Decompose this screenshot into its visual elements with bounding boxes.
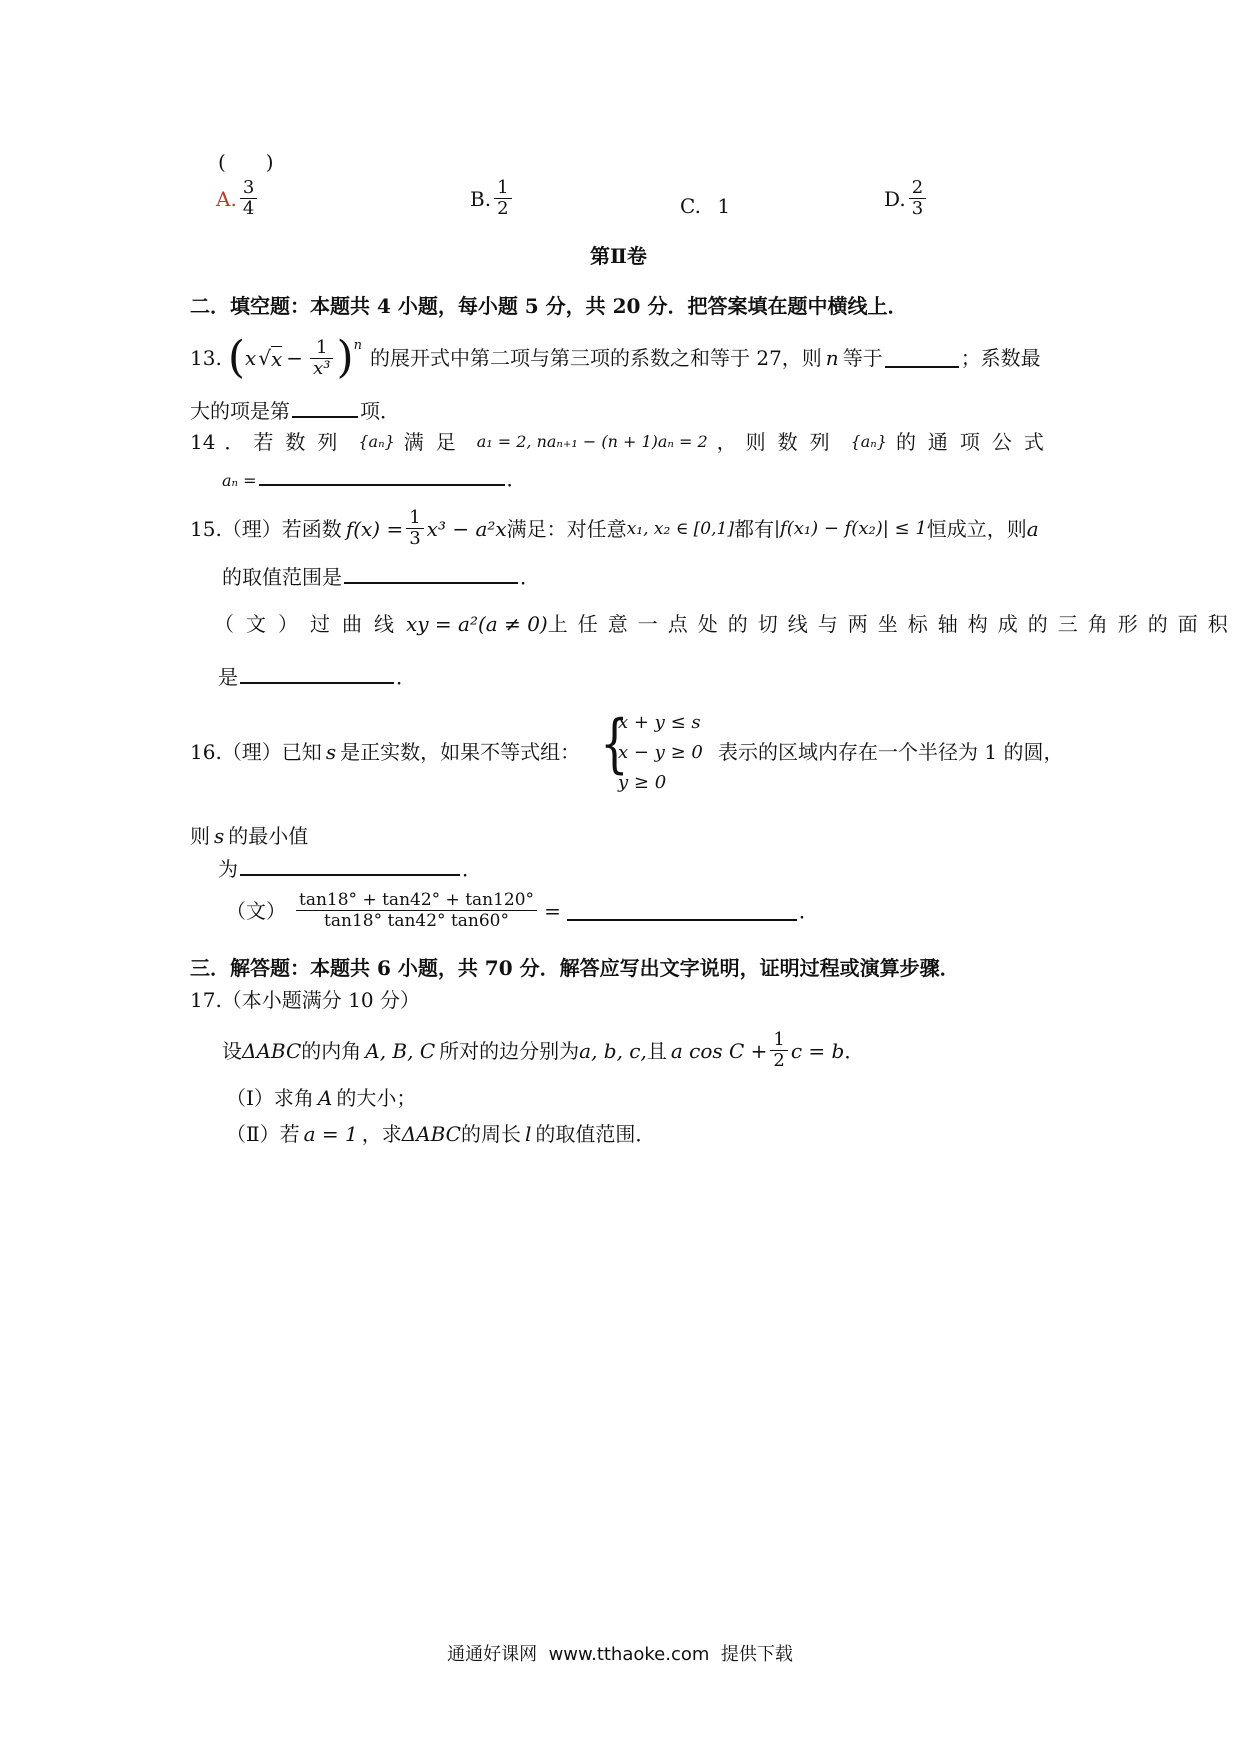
- q15-t1: 满足：对任意: [506, 516, 627, 541]
- q17-p2-c: 的周长: [460, 1122, 521, 1146]
- left-brace-icon: {: [600, 707, 629, 781]
- q15-wen-line2: [218, 664, 416, 689]
- page-footer: 通通好课网 www.tthaoke.com 提供下载: [447, 1644, 793, 1665]
- q13-blank-2[interactable]: [292, 398, 358, 418]
- q14-number: 14: [190, 430, 216, 454]
- q12-option-c: [680, 194, 730, 218]
- q16-t1: 是正实数，如果不等式组：: [340, 740, 581, 764]
- q16-li: （理）已知: [221, 740, 322, 764]
- option-b-den: 2: [497, 198, 509, 219]
- option-d-den: 3: [911, 198, 924, 219]
- q13-den: x³: [313, 357, 331, 379]
- q13-expr-x: x: [244, 346, 257, 370]
- q16-line4: [218, 856, 482, 881]
- q12-paren: ( ): [218, 150, 274, 174]
- q16-var-s2: s: [214, 824, 225, 848]
- q17-p1-a: （Ⅰ）求角: [226, 1086, 314, 1110]
- q16-wen-end: ．: [798, 898, 819, 923]
- q16-wen-den: tan18° tan42° tan60°: [324, 911, 509, 931]
- q14-t4: 则数列: [745, 430, 842, 454]
- q14-line1: [190, 430, 1056, 454]
- q16-wen-line: [226, 890, 819, 931]
- q16-wen-eq: =: [544, 898, 561, 923]
- q17-p2-tri: ΔABC: [401, 1122, 461, 1146]
- q14-t2: 满足: [403, 430, 468, 454]
- q17-sides: a, b, c,: [579, 1038, 647, 1063]
- q15-ineq: |f(x₁) − f(x₂)| ≤ 1: [773, 517, 927, 539]
- q17-p1-var: A: [317, 1086, 333, 1110]
- q14-line2: [222, 466, 527, 493]
- q15-cond: x₁, x₂ ∈ [0,1]: [626, 518, 734, 539]
- q15-wen: （文）过曲线: [214, 612, 406, 636]
- option-c-letter: C.: [680, 194, 701, 218]
- q16-line3: [190, 824, 308, 848]
- q16-sys-2: x − y ≥ 0: [618, 742, 703, 763]
- q17-p1-b: 的大小；: [336, 1086, 417, 1110]
- q16-wen: （文）: [226, 898, 286, 923]
- q17-p2-a: （Ⅱ）若: [226, 1122, 300, 1146]
- q15-wen-text: 上任意一点处的切线与两坐标轴构成的三角形的面积: [547, 612, 1238, 636]
- q16-line1: [190, 740, 580, 764]
- q15-fraction: [406, 508, 423, 549]
- q14-dot: ．: [224, 430, 245, 454]
- q13-paren-right: ): [336, 332, 354, 383]
- q14-blank[interactable]: [259, 466, 505, 486]
- q17-p2-b: ，求: [361, 1122, 402, 1146]
- section2-heading: 二．填空题：本题共 4 小题，每小题 5 分，共 20 分．把答案填在题中横线上．: [190, 294, 908, 318]
- option-b-num: 1: [497, 177, 509, 198]
- option-b-fraction: [494, 178, 511, 219]
- option-a-fraction: [240, 178, 257, 219]
- q17-stem: [222, 1030, 864, 1071]
- q15-t2: 都有: [733, 516, 774, 541]
- q15-t3: 恒成立，则: [926, 516, 1027, 541]
- sqrt-icon: √: [258, 346, 272, 370]
- q13-num: 1: [316, 336, 328, 358]
- q12-option-b: [470, 178, 515, 219]
- q13-text3: ；系数最: [960, 346, 1041, 370]
- q15-line1: [190, 508, 1039, 549]
- q15-blank[interactable]: [344, 564, 518, 584]
- q16-system: [618, 708, 703, 798]
- q13-paren-left: (: [227, 332, 245, 383]
- q17-p2-cond: a = 1: [303, 1122, 358, 1146]
- q17-den: 2: [773, 1050, 785, 1071]
- q16-t5: 为: [218, 857, 238, 881]
- q17-eq2: c = b: [790, 1038, 845, 1063]
- q13-blank-1[interactable]: [885, 348, 959, 368]
- q17-part2: [226, 1122, 655, 1146]
- q16-number: 16.: [190, 740, 222, 764]
- q14-an: aₙ =: [222, 471, 257, 490]
- q17-eq1: a cos C +: [670, 1038, 768, 1063]
- q15-fx-rest: x³ − a²x: [426, 516, 507, 541]
- option-c-value: 1: [717, 194, 731, 218]
- q12-option-d: [884, 178, 929, 219]
- q14-seq: {aₙ}: [358, 432, 395, 451]
- q13-text4: 大的项是第: [190, 399, 290, 423]
- q15-li: （理）若函数: [221, 516, 342, 541]
- q17-number: 17.（本小题满分 10 分）: [190, 988, 420, 1012]
- option-d-num: 2: [911, 177, 924, 198]
- q14-t1: 若数列: [253, 430, 350, 454]
- q15-line2: [222, 564, 540, 589]
- option-a-letter: A.: [216, 186, 237, 211]
- q15-den: 3: [409, 528, 421, 549]
- q16-wen-num: tan18° + tan42° + tan120°: [299, 890, 535, 910]
- q17-tri: ΔABC: [242, 1038, 302, 1063]
- q14-cond: a₁ = 2, naₙ₊₁ − (n + 1)aₙ = 2: [476, 432, 708, 451]
- option-d-letter: D.: [884, 186, 906, 211]
- q15-curve: xy = a²(a ≠ 0): [406, 612, 548, 636]
- q17-p2-d: 的取值范围．: [535, 1122, 656, 1146]
- q16-sys-3: y ≥ 0: [618, 772, 667, 793]
- q13-expr-sqrt: x: [271, 346, 283, 371]
- q16-t4: 的最小值: [228, 824, 309, 848]
- q13-expr-minus: −: [286, 346, 304, 370]
- q17-t1: 设: [222, 1038, 242, 1063]
- q17-num: 1: [773, 1029, 785, 1050]
- q12-option-a: [216, 178, 260, 219]
- q17-t3: 所对的边分别为: [439, 1038, 580, 1063]
- q13-fraction: [310, 338, 333, 379]
- q16-t2: 表示的区域内存在一个半径为 1 的圆，: [718, 740, 1064, 764]
- q17-angles: A, B, C: [365, 1038, 436, 1063]
- q15-wen-blank[interactable]: [240, 664, 394, 684]
- q13-line1: [190, 332, 1041, 383]
- q17-t4: 且: [646, 1038, 667, 1063]
- q15-wen-end: ．: [396, 665, 416, 689]
- q15-t4: 的取值范围是: [222, 565, 342, 589]
- option-b-letter: B.: [470, 186, 492, 211]
- part2-title: 第Ⅱ卷: [590, 244, 647, 268]
- q15-fx: f(x) =: [345, 516, 404, 541]
- q13-line2: [190, 398, 400, 423]
- q17-p2-var: l: [524, 1122, 532, 1146]
- q15-var-a: a: [1026, 516, 1039, 541]
- q15-number: 15.: [190, 516, 222, 541]
- q14-t3: ，: [716, 430, 737, 454]
- option-a-num: 3: [242, 177, 255, 198]
- q15-end: ．: [520, 565, 540, 589]
- q17-t5: ．: [844, 1038, 865, 1063]
- q16-var-s: s: [325, 740, 337, 764]
- q16-t3: 则: [190, 824, 210, 848]
- option-d-fraction: [909, 178, 926, 219]
- q17-fraction: [770, 1030, 787, 1071]
- option-a-den: 4: [242, 198, 255, 219]
- q16-end: ．: [462, 857, 482, 881]
- q15-wen-shi: 是: [218, 665, 238, 689]
- q17-part1: [226, 1086, 416, 1110]
- q17-t2: 的内角: [301, 1038, 362, 1063]
- q15-num: 1: [409, 507, 421, 528]
- q14-end: ．: [506, 467, 527, 491]
- q14-seq2: {aₙ}: [850, 432, 887, 451]
- q14-t5: 的通项公式: [895, 430, 1056, 454]
- q13-text5: 项．: [360, 399, 400, 423]
- q13-text2: 等于: [842, 346, 883, 370]
- q13-power: n: [353, 338, 362, 353]
- q13-var-n: n: [825, 346, 839, 370]
- q16-sys-1: x + y ≤ s: [618, 712, 701, 733]
- q13-text1: 的展开式中第二项与第三项的系数之和等于 27，则: [369, 346, 822, 370]
- q16-wen-fraction: [296, 890, 537, 931]
- q15-wen-line1: [214, 612, 1238, 636]
- q16-blank[interactable]: [240, 856, 460, 876]
- section3-heading: 三．解答题：本题共 6 小题，共 70 分．解答应写出文字说明，证明过程或演算步骤．: [190, 956, 960, 980]
- q13-number: 13.: [190, 346, 222, 370]
- q16-wen-blank[interactable]: [567, 901, 797, 921]
